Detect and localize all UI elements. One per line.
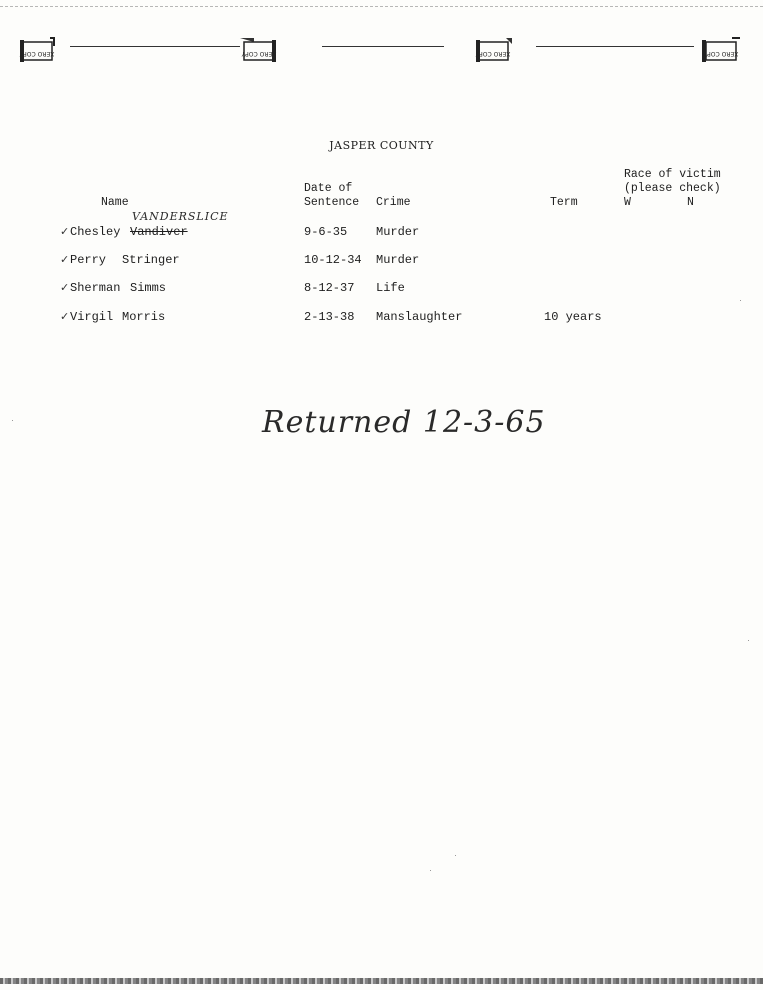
handwritten-returned-note: Returned 12-3-65 [262,405,546,440]
crime: Murder [376,253,420,267]
first-name: Sherman [70,281,121,295]
scan-bottom-edge [0,978,763,984]
scan-speck [740,300,741,301]
table-row [0,225,763,245]
header-rule [322,46,444,47]
check-mark: ✓ [60,281,70,294]
crime: Manslaughter [376,310,463,324]
column-header-crime: Crime [376,196,411,209]
stamp-label: XERO COPY [703,50,739,57]
stamp-label: XERO COPY [475,50,511,57]
sentence-date: 8-12-37 [304,281,355,295]
table-row [0,253,763,273]
first-name: Chesley [70,225,121,239]
column-header-race-line1: Race of victim [624,168,721,181]
check-mark: ✓ [60,225,70,238]
xero-copy-stamp [18,36,56,66]
sentence-date: 2-13-38 [304,310,355,324]
surname: Simms [130,281,167,295]
stamp-label: XERO COPY [19,50,55,57]
scan-speck [748,640,749,641]
column-header-race-w: W [624,196,631,209]
first-name: Perry [70,253,107,267]
first-name: Virgil [70,310,114,324]
crime: Life [376,281,405,295]
xero-copy-stamp [474,36,512,66]
scan-speck [430,870,431,871]
check-mark: ✓ [60,310,70,323]
surname: Vandiver [130,225,188,239]
header-rule [70,46,240,47]
term: 10 years [544,310,602,324]
handwritten-surname-correction: VANDERSLICE [132,210,229,223]
county-title: JASPER COUNTY [329,139,434,152]
xero-copy-stamp [702,36,740,66]
table-row [0,310,763,330]
stamp-label: XERO COPY [241,50,277,57]
surname: Morris [122,310,166,324]
column-header-date-line2: Sentence [304,196,360,209]
column-header-date-line1: Date of [304,182,353,195]
scan-speck [455,855,456,856]
column-header-race-n: N [687,196,694,209]
scan-speck [12,420,13,421]
column-header-name: Name [101,196,129,209]
sentence-date: 9-6-35 [304,225,348,239]
sentence-date: 10-12-34 [304,253,362,267]
column-header-race-line2: (please check) [624,182,721,195]
surname: Stringer [122,253,180,267]
xero-copy-stamp [240,36,278,66]
check-mark: ✓ [60,253,70,266]
crime: Murder [376,225,420,239]
scan-top-edge [0,0,763,7]
column-header-term: Term [550,196,578,209]
header-rule [536,46,694,47]
table-row [0,281,763,301]
